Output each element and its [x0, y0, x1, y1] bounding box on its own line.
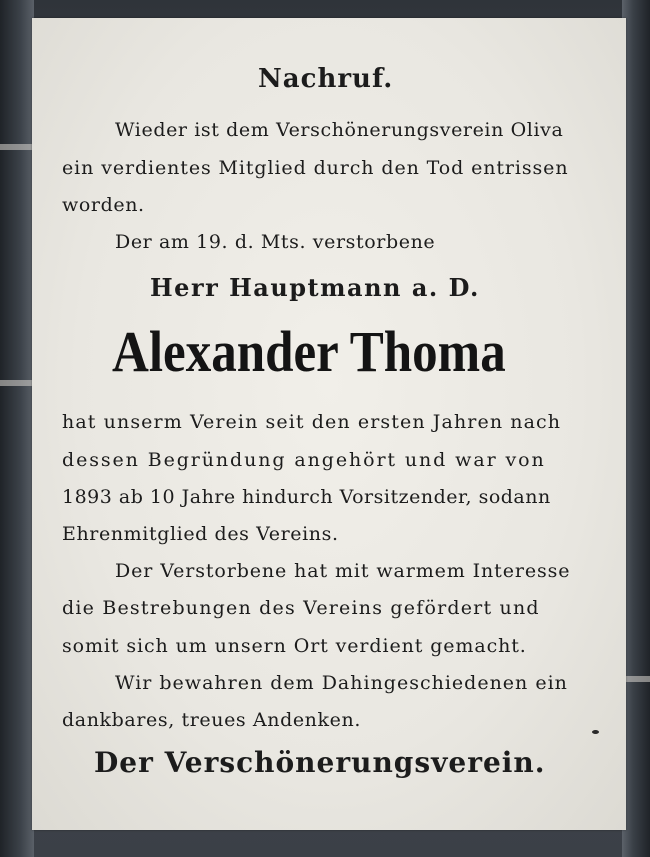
body-line-6: die Bestrebungen des Vereins gefördert und: [62, 597, 540, 619]
edge-rule: [622, 676, 650, 682]
adjacent-page-left: [0, 0, 34, 857]
intro-line-3: worden.: [62, 194, 145, 216]
body-line-8: Wir bewahren dem Dahingeschiedenen ein: [115, 672, 568, 694]
intro-line-1: Wieder ist dem Verschönerungsverein Oliva: [115, 119, 564, 141]
body-line-2: dessen Begründung angehört und war von: [62, 449, 546, 471]
edge-rule: [0, 380, 34, 386]
ink-speck: [592, 730, 599, 734]
body-line-4: Ehrenmitglied des Vereins.: [62, 523, 339, 545]
deceased-rank: Herr Hauptmann a. D.: [150, 273, 480, 302]
intro-line-4: Der am 19. d. Mts. verstorbene: [115, 231, 436, 253]
deceased-name: Alexander Thoma: [112, 319, 506, 384]
body-line-9: dankbares, treues Andenken.: [62, 709, 361, 731]
body-line-1: hat unserm Verein seit den ersten Jahren nach: [62, 411, 562, 433]
body-line-7: somit sich um unsern Ort verdient gemacht.: [62, 635, 527, 657]
body-line-5: Der Verstorbene hat mit warmem Interesse: [115, 560, 571, 582]
edge-rule: [0, 144, 34, 150]
adjacent-page-right: [622, 0, 650, 857]
obituary-notice: [32, 18, 626, 830]
intro-line-2: ein verdientes Mitglied durch den Tod entrissen: [62, 157, 569, 179]
notice-title: Nachruf.: [258, 64, 394, 94]
signature: Der Verschönerungsverein.: [94, 746, 546, 779]
body-line-3: 1893 ab 10 Jahre hindurch Vorsitzender, sodann: [62, 486, 551, 508]
